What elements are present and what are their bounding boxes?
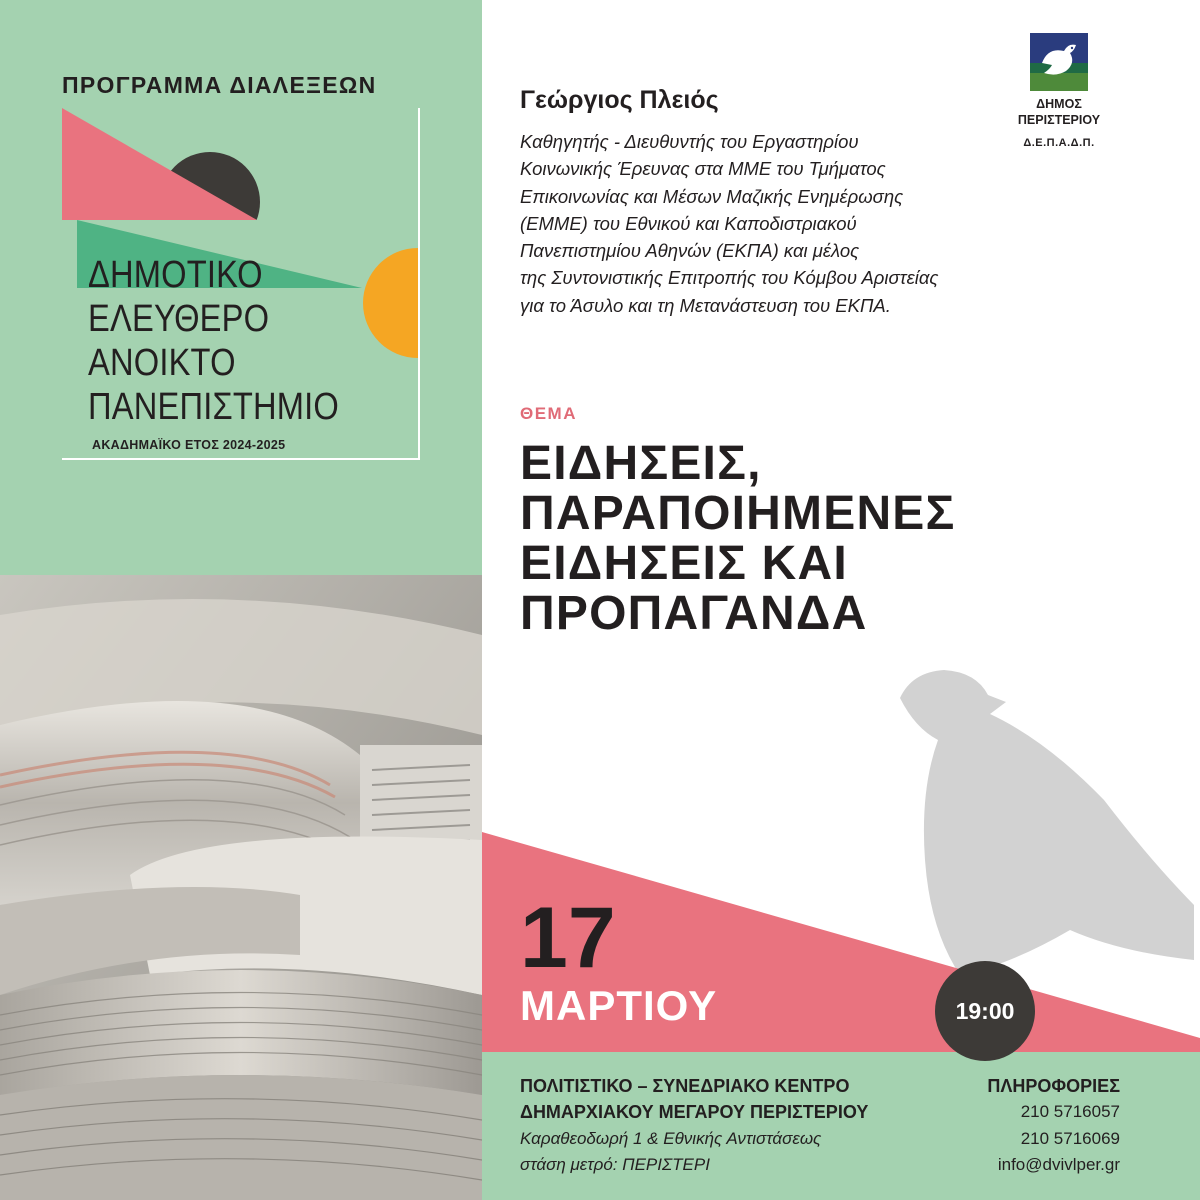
info-email: info@dvivlper.gr xyxy=(997,1155,1120,1174)
university-name-line: ΠΑΝΕΠΙΣΤΗΜΙΟ xyxy=(88,386,340,428)
university-name-line: ΕΛΕΥΘΕΡΟ xyxy=(88,298,270,340)
speaker-bio-line: (ΕΜΜΕ) του Εθνικού και Καποδιστριακού xyxy=(520,212,857,234)
venue-metro-station: στάση μετρό: ΠΕΡΙΣΤΕΡΙ xyxy=(520,1155,710,1174)
green-footer-band xyxy=(482,1052,1200,1200)
topic-label: ΘΕΜΑ xyxy=(520,404,577,423)
topic-title-line: ΕΙΔΗΣΕΙΣ, xyxy=(520,437,762,490)
logo-municipality-word: ΔΗΜΟΣ xyxy=(1036,97,1082,111)
info-phone: 210 5716057 xyxy=(1020,1102,1120,1121)
info-phone: 210 5716069 xyxy=(1020,1129,1120,1148)
speaker-bio-line: Κοινωνικής Έρευνας στα ΜΜΕ του Τμήματος xyxy=(520,158,886,180)
university-name-line: ΑΝΟΙΚΤΟ xyxy=(88,342,236,384)
venue-name-line: ΔΗΜΑΡΧΙΑΚΟΥ ΜΕΓΑΡΟΥ ΠΕΡΙΣΤΕΡΙΟΥ xyxy=(520,1102,869,1122)
university-name-line: ΔΗΜΟΤΙΚΟ xyxy=(88,254,263,296)
speaker-bio-line: της Συντονιστικής Επιτροπής του Κόμβου Αριστείας xyxy=(520,267,939,289)
lecture-series-title: ΠΡΟΓΡΑΜΜΑ ΔΙΑΛΕΞΕΩΝ xyxy=(62,72,377,98)
speaker-bio-line: Καθηγητής - Διευθυντής του Εργαστηρίου xyxy=(520,131,859,152)
academic-year: ΑΚΑΔΗΜΑΪΚΟ ΕΤΟΣ 2024-2025 xyxy=(92,438,286,452)
venue-address: Καραθεοδωρή 1 & Εθνικής Αντιστάσεως xyxy=(520,1129,822,1148)
speaker-name: Γεώργιος Πλειός xyxy=(520,86,719,114)
speaker-bio xyxy=(520,128,1040,319)
info-heading: ΠΛΗΡΟΦΟΡΙΕΣ xyxy=(987,1076,1120,1096)
dove-silhouette-icon xyxy=(900,670,1194,975)
topic-title-line: ΕΙΔΗΣΕΙΣ ΚΑΙ xyxy=(520,537,848,590)
event-time-badge: 19:00 xyxy=(935,961,1035,1061)
topic-title-line: ΠΑΡΑΠΟΙΗΜΕΝΕΣ xyxy=(520,487,956,540)
venue-name-line: ΠΟΛΙΤΙΣΤΙΚΟ – ΣΥΝΕΔΡΙΑΚΟ ΚΕΝΤΡΟ xyxy=(520,1076,850,1096)
speaker-bio-line: Πανεπιστημίου Αθηνών (ΕΚΠΑ) και μέλος xyxy=(520,240,860,262)
newspaper-stack-photo xyxy=(0,575,482,1200)
speaker-bio-line: Επικοινωνίας και Μέσων Μαζικής Ενημέρωσης xyxy=(520,185,904,207)
event-month: ΜΑΡΤΙΟΥ xyxy=(520,982,718,1029)
speaker-bio-line: για το Άσυλο και τη Μετανάστευση του ΕΚΠΑ. xyxy=(520,294,891,316)
logo-organization-acronym: Δ.Ε.Π.Α.Δ.Π. xyxy=(1023,137,1095,149)
logo-municipality-name: ΠΕΡΙΣΤΕΡΙΟΥ xyxy=(1017,113,1101,127)
topic-title-line: ΠΡΟΠΑΓΑΝΔΑ xyxy=(520,587,868,640)
event-day: 17 xyxy=(520,890,616,986)
dove-logo-icon xyxy=(1030,33,1088,91)
